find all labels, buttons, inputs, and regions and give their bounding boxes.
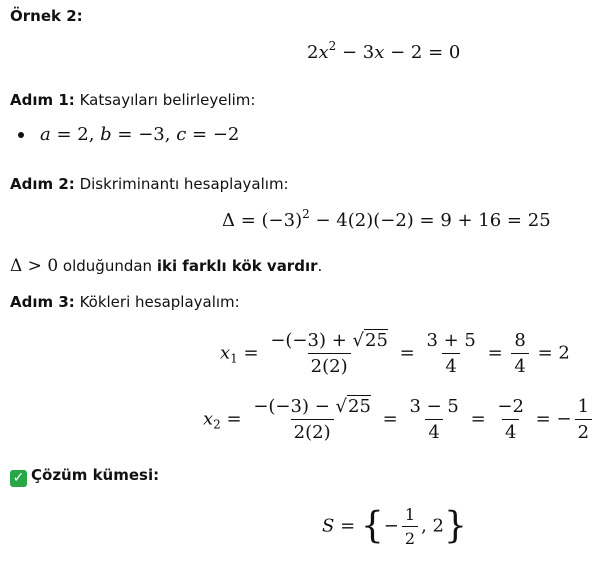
main-equation: $2x^2 - 3x - 2 = 0$ bbox=[307, 39, 461, 63]
x1-frac-2: $\frac{3 + 5}{4}$ bbox=[426, 330, 476, 377]
solution-line bbox=[10, 465, 159, 487]
solution-frac: $\frac{1}{2}$ bbox=[402, 505, 418, 548]
step1-text: Katsayıları belirleyelim: bbox=[79, 91, 256, 109]
check-mark-icon: ✓ bbox=[10, 470, 27, 487]
x1-frac-1: $\frac{-(-3) + √25}{2(2)}$ bbox=[270, 330, 388, 377]
x2-frac-2: $\frac{3 - 5}{4}$ bbox=[409, 396, 459, 443]
conclusion-text-after: . bbox=[317, 257, 323, 275]
bullet-icon bbox=[18, 132, 24, 138]
x2-equation: $x_2$ = $\frac{-(-3) - √25}{2(2)}$ = $\frac{3 - 5}{4}$ = $\frac{-2}{4}$ = − $\frac{1}{2}$ bbox=[203, 396, 595, 443]
step3-label: Adım 3: bbox=[10, 293, 75, 311]
step1-label: Adım 1: bbox=[10, 91, 75, 109]
conclusion-math: Δ > 0 bbox=[10, 256, 59, 276]
example-title: Örnek 2: bbox=[10, 7, 83, 25]
step3-text: Kökleri hesaplayalım: bbox=[79, 293, 240, 311]
solution-label: Çözüm kümesi: bbox=[31, 466, 160, 484]
step1-coefficients: a = 2, b = −3, c = −2 bbox=[18, 124, 239, 145]
solution-set: S = {− $\frac{1}{2}$ , 2} bbox=[322, 505, 467, 548]
step2-text: Diskriminantı hesaplayalım: bbox=[79, 175, 289, 193]
conclusion-text-before: olduğundan bbox=[58, 257, 157, 275]
conclusion-bold: iki farklı kök vardır bbox=[156, 257, 318, 275]
step2-line bbox=[10, 174, 289, 194]
step3-line bbox=[10, 292, 240, 312]
x2-frac-4: $\frac{1}{2}$ bbox=[575, 396, 592, 443]
x1-frac-3: $\frac{8}{4}$ bbox=[511, 330, 528, 377]
x2-frac-1: $\frac{-(-3) - √25}{2(2)}$ bbox=[253, 396, 371, 443]
discriminant-equation: $\Delta = (-3)^2 - 4(2)(-2) = 9 + 16 = 25$ bbox=[222, 207, 551, 231]
conclusion-line bbox=[10, 256, 322, 276]
x2-frac-3: $\frac{-2}{4}$ bbox=[497, 396, 524, 443]
x1-equation: $x_1$ = $\frac{-(-3) + √25}{2(2)}$ = $\frac{3 + 5}{4}$ = $\frac{8}{4}$ = 2 bbox=[220, 330, 570, 377]
step1-line bbox=[10, 90, 255, 110]
step2-label: Adım 2: bbox=[10, 175, 75, 193]
